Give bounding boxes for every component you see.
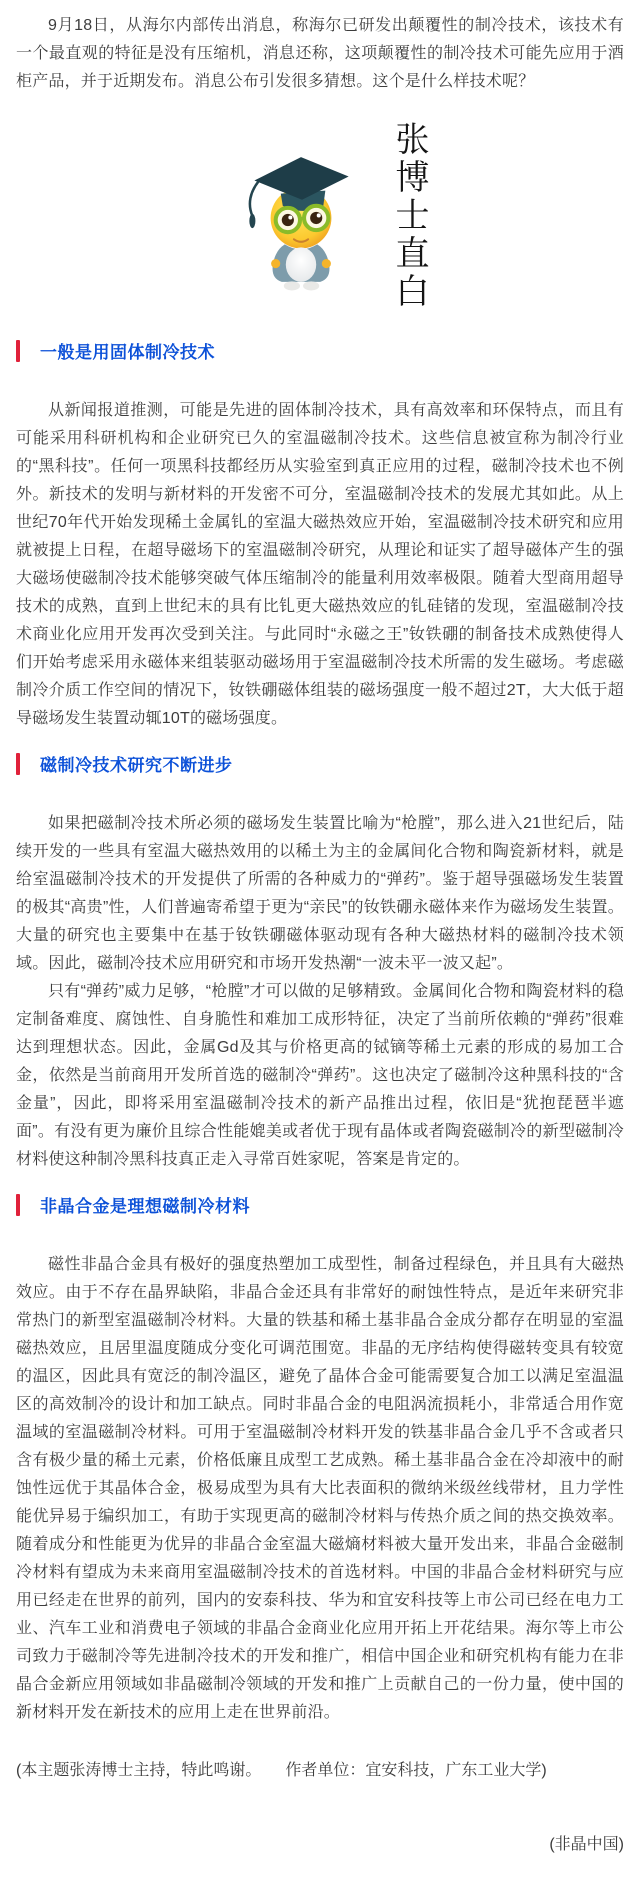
doctor-cartoon-image <box>244 143 356 295</box>
intro-paragraph: 9月18日，从海尔内部传出消息，称海尔已研发出颠覆性的制冷技术，该技术有一个最直观的特征是没有压缩机，消息还称，这项颠覆性的制冷技术可能先应用于酒柜产品，并于近期发布。消息公布引发很多猜想。这个是什么样技术呢？ <box>16 17 624 90</box>
section-heading <box>16 751 624 776</box>
mascot-vertical-title: 张博士直白 <box>390 121 428 311</box>
section-heading <box>16 338 624 363</box>
section-solid-state-cooling <box>16 338 624 733</box>
section-title: 一般是用固体制冷技术 <box>40 343 215 362</box>
section-heading <box>16 1192 624 1217</box>
section-paragraph: 从新闻报道推测，可能是先进的固体制冷技术，具有高效率和环保特点，而且有可能采用科研机构和企业研究已久的室温磁制冷技术。这些信息被宣称为制冷行业的“黑科技”。任何一项黑科技都经历从实验室到真正应用的过程，磁制冷技术也不例外。新技术的发明与新材料的开发密不可分，室温磁制冷技术的发展尤其如此。从上世纪70年代开始发现稀土金属钆的室温大磁热效应开始，室温磁制冷技术研究和应用就被提上日程，在超导磁场下的室温磁制冷研究，从理论和证实了超导磁体产生的强大磁场使磁制冷技术能够突破气体压缩制冷的能量利用效率极限。随着大型商用超导技术的成熟，直到上世纪末的具有比钆更大磁热效应的钆硅锗的发现，室温磁制冷技术商业化应用开发再次受到关注。与此同时“永磁之王”钕铁硼的制备技术成熟使得人们开始考虑采用永磁体来组装驱动磁场用于室温磁制冷技术所需的发生磁场。考虑磁制冷介质工作空间的情况下，钕铁硼磁体组装的磁场强度一般不超过2T，大大低于超导磁场发生装置动辄10T的磁场强度。 <box>16 402 624 727</box>
section-paragraph: 如果把磁制冷技术所必须的磁场发生装置比喻为“枪膛”，那么进入21世纪后，陆续开发的一些具有室温大磁热效用的以稀土为主的金属间化合物和陶瓷新材料，就是给室温磁制冷技术的开发提供了所需的各种威力的“弹药”。鉴于超导强磁场发生装置的极其“高贵”性，人们普遍寄希望于更为“亲民”的钕铁硼永磁体来作为磁场发生装置。大量的研究也主要集中在基于钕铁硼磁体驱动现有各种大磁热材料的磁制冷技术领域。因此，磁制冷技术应用研究和市场开发热潮“一波未平一波又起”。 <box>16 815 624 972</box>
mascot-body <box>271 244 331 290</box>
section-paragraph: 磁性非晶合金具有极好的强度热塑加工成型性，制备过程绿色，并且具有大磁热效应。由于不存在晶界缺陷，非晶合金还具有非常好的耐蚀性特点，是近年来研究非常热门的新型室温磁制冷材料。大量的铁基和稀土基非晶合金成分都存在明显的室温磁热效应，且居里温度随成分变化可调范围宽。非晶的无序结构使得磁转变具有较宽的温区，因此具有宽泛的制冷温区，避免了晶体合金可能需要复合加工以满足室温温区的高效制冷的设计和加工缺点。同时非晶合金的电阻涡流损耗小，非常适合用作宽温域的室温磁制冷材料。可用于室温磁制冷材料开发的铁基非晶合金几乎不含或者只含有极少量的稀土元素，价格低廉且成型工艺成熟。稀土基非晶合金在冷却液中的耐蚀性远优于其晶体合金，极易成型为具有大比表面积的微纳米级丝线带材，且力学性能优异易于编织加工，有助于实现更高的磁制冷材料与传热介质之间的热交换效率。随着成分和性能更为优异的非晶合金室温大磁熵材料被大量开发出来，非晶合金磁制冷材料有望成为未来商用室温磁制冷技术的首选材料。中国的非晶合金材料研究与应用已经走在世界的前列，国内的安泰科技、华为和宜安科技等上市公司已经在电力工业、汽车工业和消费电子领域的非晶合金商业化应用开拓上开花结果。海尔等上市公司致力于磁制冷等先进制冷技术的开发和推广，相信中国企业和研究机构有能力在非晶合金新应用领域如非晶磁制冷领域的开发和推广上贡献自己的一份力量，使中国的新材料开发在新技术的应用上走在世界前沿。 <box>16 1256 624 1721</box>
section-amorphous-alloy <box>16 1192 624 1727</box>
section-research-progress <box>16 751 624 1174</box>
section-title: 磁制冷技术研究不断进步 <box>40 756 233 775</box>
acknowledgement-note: (本主题张涛博士主持，特此鸣谢。 作者单位：宜安科技，广东工业大学) <box>16 1762 547 1779</box>
heading-accent-bar <box>16 340 20 362</box>
section-paragraph: 只有“弹药”威力足够，“枪膛”才可以做的足够精致。金属间化合物和陶瓷材料的稳定制备难度、腐蚀性、自身脆性和难加工成形特征，决定了当前所依赖的“弹药”很难达到理想状态。因此，金属Gd及其与价格更高的铽镝等稀土元素的形成的易加工合金，依然是当前商用开发所首选的磁制冷“弹药”。这也决定了磁制冷这种黑科技的“含金量”，因此，即将采用室温磁制冷技术的新产品推出过程，依旧是“犹抱琵琶半遮面”。有没有更为廉价且综合性能媲美或者优于现有晶体或者陶瓷磁制冷的新型磁制冷材料使这种制冷黑科技真正走入寻常百姓家呢，答案是肯定的。 <box>16 983 624 1168</box>
heading-accent-bar <box>16 753 20 775</box>
mascot-figure[interactable] <box>46 118 624 320</box>
heading-accent-bar <box>16 1194 20 1216</box>
section-title: 非晶合金是理想磁制冷材料 <box>40 1197 250 1216</box>
source-signature: (非晶中国) <box>549 1836 624 1853</box>
